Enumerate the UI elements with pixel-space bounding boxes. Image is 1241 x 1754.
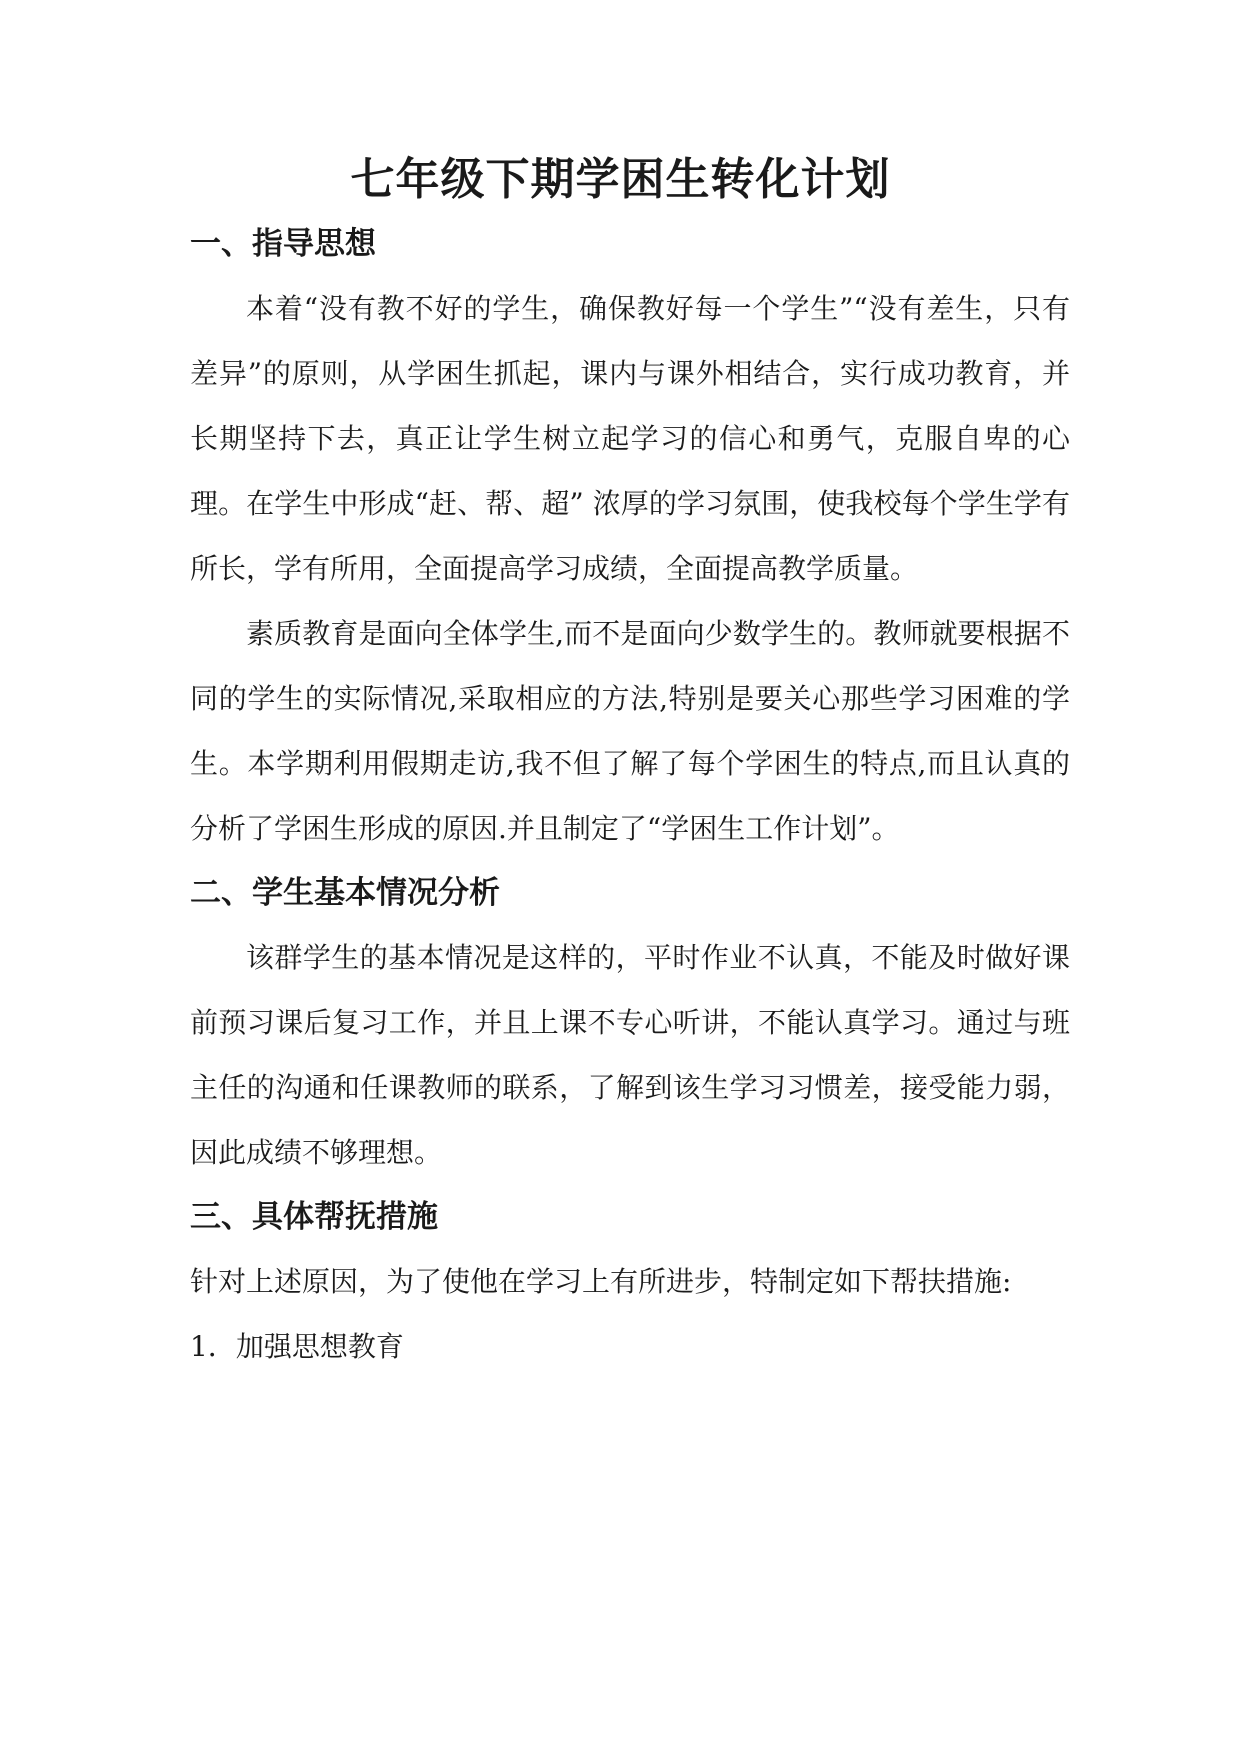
paragraph-guiding-principle: 本着“没有教不好的学生，确保教好每一个学生”“没有差生，只有差异”的原则，从学困生抓起，课内与课外相结合，实行成功教育，并长期坚持下去，真正让学生树立起学习的信心和勇气，克服自卑的心理。在学生中形成“赶、帮、超” 浓厚的学习氛围，使我校每个学生学有所长，学有所用，全面提高学习成绩，全面提高教学质量。 (190, 292, 1070, 585)
section-heading-student-analysis: 二、学生基本情况分析 (190, 875, 500, 911)
paragraph-measures-intro: 针对上述原因，为了使他在学习上有所进步，特制定如下帮扶措施: (190, 1265, 1012, 1298)
paragraph-quality-education: 素质教育是面向全体学生,而不是面向少数学生的。教师就要根据不同的学生的实际情况,采取相应的方法,特别是要关心那些学习困难的学生。本学期利用假期走访,我不但了解了每个学困生的特点,而且认真的分析了学困生形成的原因.并且制定了“学困生工作计划”。 (190, 617, 1070, 845)
document-title: 七年级下期学困生转化计划 (350, 154, 891, 205)
section-heading-guiding-thought: 一、指导思想 (190, 226, 376, 262)
document-body (190, 214, 1070, 1379)
list-item-measure-1: 1．加强思想教育 (190, 1330, 404, 1363)
paragraph-student-situation: 该群学生的基本情况是这样的，平时作业不认真，不能及时做好课前预习课后复习工作，并且上课不专心听讲，不能认真学习。通过与班主任的沟通和任课教师的联系，了解到该生学习习惯差，接受能力弱，因此成绩不够理想。 (190, 941, 1070, 1169)
section-heading-measures: 三、具体帮抚措施 (190, 1199, 438, 1235)
